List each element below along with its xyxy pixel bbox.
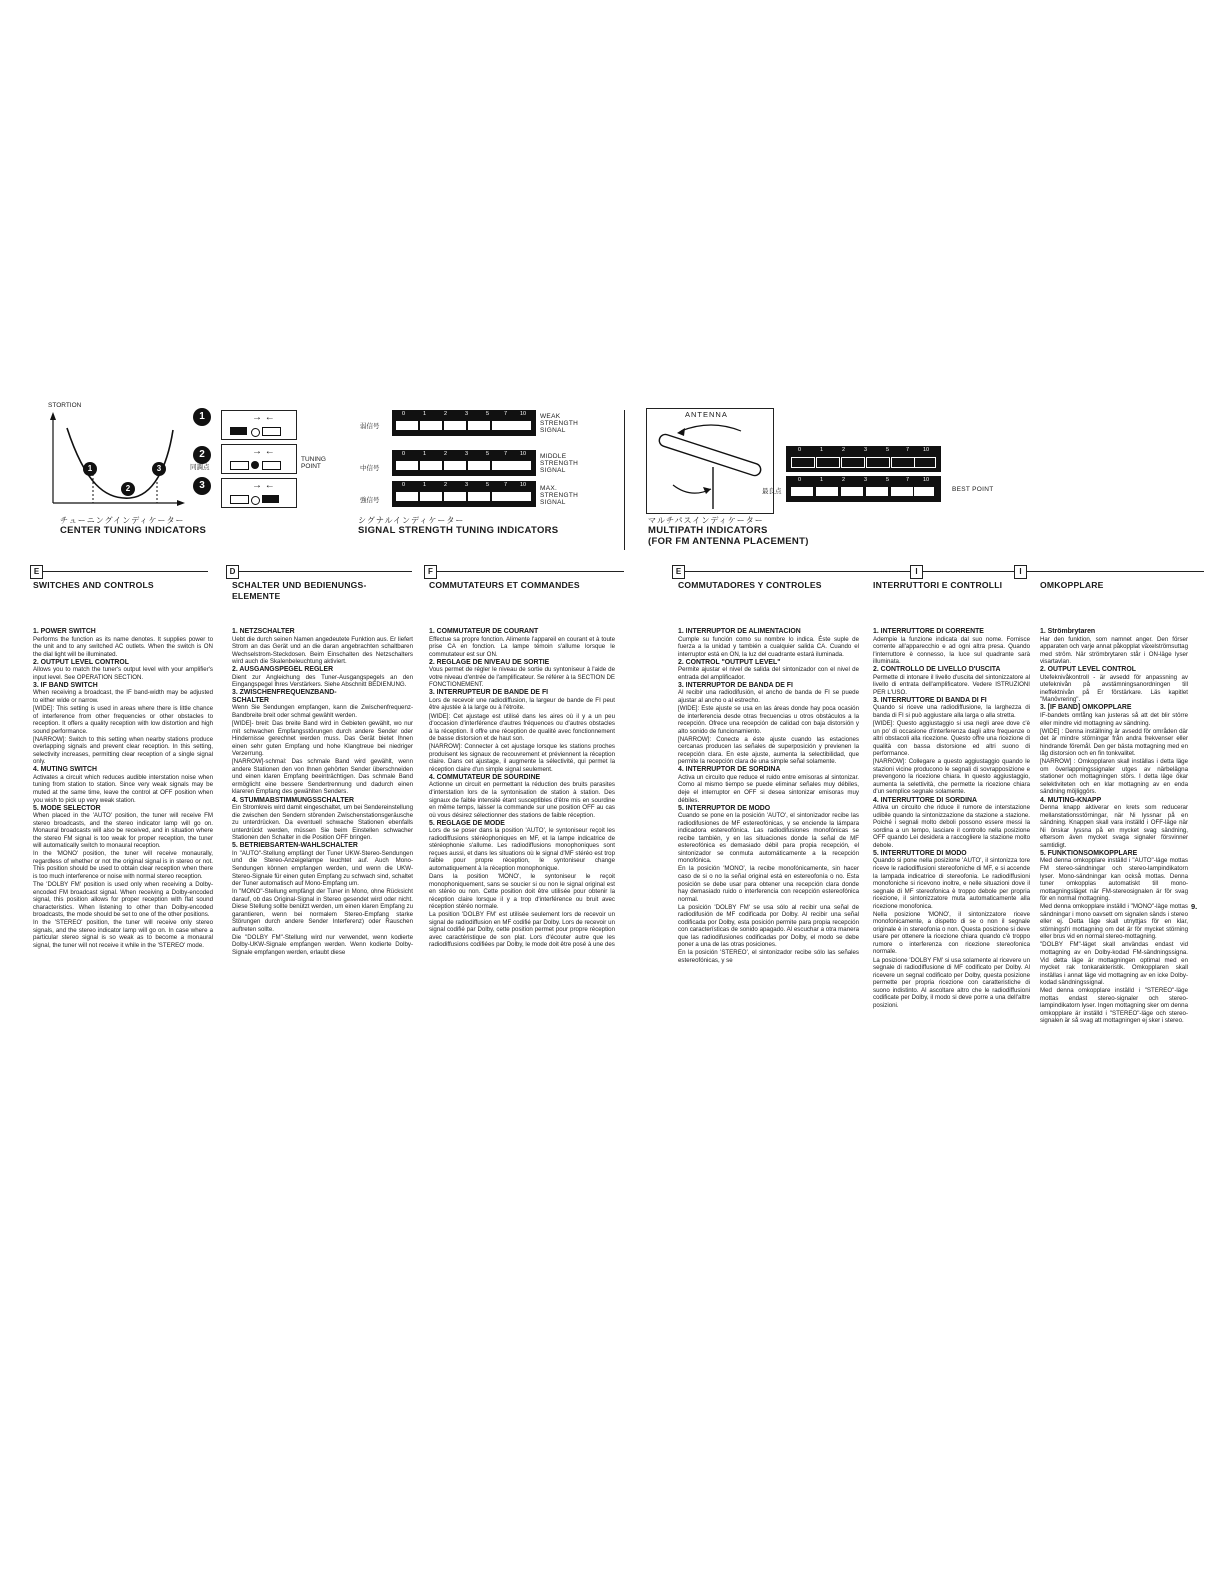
section-heading: 2. OUTPUT LEVEL CONTROL: [1040, 666, 1136, 674]
paragraph: Nella posizione 'MONO', il sintonizzatore riceve monofonicamente, a dispetto di se o non il segnale originale è in stereofonia o non. Questa posizione si deve usare per ottenere la ricezione chiara quando c'è troppo rumore o interferenza con ricezione stereofonica normale.: [873, 910, 1030, 956]
paragraph: [NARROW]: Conecte a éste ajuste cuando las estaciones cercanas producen las señales de superposición y previenen la recepción clara. En este ajuste, aumenta la selectibilidad, que permite la recepción clara de una simple señal solamente.: [678, 735, 859, 766]
indicator-box-3: → ←: [221, 478, 297, 508]
multipath-figure: [646, 408, 1206, 520]
paragraph: [WIDE]: Cet ajustage est utilisé dans les aires où il y a un peu d'occasion d'interférence d'autres fréquences ou d'autres obstacles à la réception. Il offre une réception de qualité avec fonctionnement de basse distorsion et de haut son.: [429, 712, 615, 743]
section-heading: 2. CONTROL "OUTPUT LEVEL": [678, 658, 781, 666]
center-tuning-caption-jp: チューニングインディケーター: [60, 516, 185, 525]
section-heading: 5. INTERRUTTORE DI MODO: [873, 849, 967, 857]
paragraph: La position 'DOLBY FM' est utilisée seulement lors de recevoir un signal de radiodiffusion en MF codifié par Dolby. Lors de recevoir un signal codifié par Dolby, cette position permet pour propre réception avec caractéristique de son plat. Lors d'écouter autre que les radiodiffusions codifiées par Dolby, le mode doit être posé à une des: [429, 911, 615, 949]
section-heading: 4. MUTING SWITCH: [33, 766, 97, 774]
indicator-box-2: → ←: [221, 444, 297, 474]
section-heading: 1. INTERRUTTORE DI CORRENTE: [873, 628, 984, 635]
column-es: [678, 628, 859, 965]
paragraph: Effectue sa propre fonction. Alimente l'appareil en courant et à toute prise CA en fonction. La lampe témoin s'allume lorsque le commutateur est sur ON.: [429, 635, 615, 658]
heading-en: SWITCHES AND CONTROLS: [33, 580, 154, 590]
paragraph: IF-bandets omfång kan justeras så att det blir större eller mindre vid mottagning av sändning.: [1040, 712, 1188, 727]
paragraph: Dans la position 'MONO', le syntoniseur le reçoit monophoniquement, sans se soucier si ou non le signal original est en stéréo ou non. Cette position doit être utilisée pour obtenir la réception claire lorsque il y a trop d'interférence ou bruit avec réception stéréo normale.: [429, 873, 615, 911]
paragraph: Performs the function as its name denotes. It supplies power to the unit and to any switched AC outlets. When the switch is ON the dial light will be illuminated.: [33, 635, 213, 658]
center-tuning-caption: CENTER TUNING INDICATORS: [60, 525, 207, 536]
paragraph: Attiva un circuito che riduce il rumore de interstazione udibile quando la sintonizzazione da stazione a stazione. Poiché i segnali molto deboli possono essere messi la sordina a un tempo, lasciare il controllo nella posizione OFF quando Lei desidera a raccogliere la stazione molto debole.: [873, 804, 1030, 849]
section-heading: 3. INTERRUPTEUR DE BANDE DE FI: [429, 689, 549, 697]
paragraph: Al recibir una radiodifusión, el ancho de banda de FI se puede ajustar al ancho o al estrecho.: [678, 689, 859, 704]
best-point-jp: 最良点: [762, 488, 782, 495]
paragraph: Vous permet de régler le niveau de sortie du syntoniseur à l'aide de votre niveau d'entrée de l'amplificateur. Se référer à la SECTION DE FONCTIONEMENT.: [429, 666, 615, 689]
lang-rule-fr: [424, 565, 624, 579]
section-heading: 2. CONTROLLO DE LIVELLO D'USCITA: [873, 666, 1001, 674]
paragraph: [NARROW]: Collegare a questo aggiustaggio quando le stazioni vicine producono le segnali di sovrapposizione e prevengono la ricezione chiara. In questo aggiustaggio, aumenta la selettività, che permette la ricezione chiara d'un semplice segnale solamente.: [873, 758, 1030, 796]
lang-box-en: E: [30, 565, 43, 579]
column-sv: [1040, 628, 1188, 1025]
antenna-box: [646, 408, 774, 514]
paragraph: Quando si pone nella posizione 'AUTO', il sintonizza tore riceve le radiodiffusioni stereofoniche di MF, e si accende la lampada indicatrice di stereofonia. Le radiodiffusioni monofoniche si ricevono inoltre, e nelle situazioni dove il segnale di MF stereofonica è troppo debole per propria ricezione, il sintonizzatore muta automaticamente alla ricezione monofonica.: [873, 857, 1030, 910]
section-heading: 3. INTERRUPTOR DE BANDA DE FI: [678, 681, 793, 689]
section-heading: 5. FUNKTIONSOMKOPPLARE: [1040, 849, 1138, 857]
section-heading: 1. NETZSCHALTER: [232, 628, 295, 635]
lang-rule-it: [910, 565, 1014, 579]
heading-es: COMMUTADORES Y CONTROLES: [678, 580, 822, 590]
tuning-point-jp: 同調点: [190, 464, 210, 471]
lang-rule-en: [30, 565, 208, 579]
lang-rule-es: [672, 565, 910, 579]
paragraph: [WIDE] : Denna inställning är avsedd för områden där det är mindre störningar från andra frekvenser eller hindrande föremål. Den ger bästa mottagning med en låg distorsion och en fin tonkvalitet.: [1040, 727, 1188, 758]
section-heading: 4. COMMUTATEUR DE SOURDINE: [429, 773, 541, 781]
section-heading: 2. OUTPUT LEVEL CONTROL: [33, 658, 129, 666]
paragraph: Ein Stromkreis wird damit eingeschaltet, um bei Sendereinstellung die zwischen den Sendern störenden Zwischenstationsgeräusche zu unterdrücken. Da eventuell schwache Stationen ebenfalls unterdrückt werden, müssen Sie beim Einstellen schwacher Stationen den Schalter in die Position OFF bringen.: [232, 804, 413, 842]
paragraph: Denna knapp aktiverar en krets som reducerar mellanstationsstörningar, när Ni lyssnar på en sändning. Knappen skall vara inställd i OFF-läge när Ni önskar lyssna på en mycket svag sändning, eftersom även mycket svaga signaler försvinner samtidigt.: [1040, 804, 1188, 849]
paragraph: Die "DOLBY FM"-Stellung wird nur verwendet, wenn kodierte Dolby-UKW-Signale empfangen werden. Wenn kodierte Dolby-Signale empfangen werden, erlaubt diese: [232, 933, 413, 956]
paragraph: Lors de recevoir une radiodiffusion, la largeur de bande de FI peut être ajustée à la large ou à l'étroite.: [429, 696, 615, 712]
row-2-jp: 中信号: [360, 465, 380, 472]
paragraph: Med denna omkopplare inställd i "STEREO"-läge mottas endast stereo-signaler och stereo-lampindikatorn lyser. Ingen mottagning sker om denna omkopplare är inställd i "STEREO"-läge och stereo-signalen är så svag att mottagningen ej sker i stereo.: [1040, 987, 1188, 1025]
signal-meter-max: 0 1 2 3 5 7 10: [392, 481, 536, 507]
row-1-jp: 弱信号: [360, 423, 380, 430]
tuning-point-label: TUNING POINT: [301, 456, 326, 470]
section-heading: 2. REGLAGE DE NIVEAU DE SORTIE: [429, 658, 550, 666]
column-fr: [429, 628, 615, 949]
paragraph: [NARROW]: Connecter à cet ajustage lorsque les stations proches produisent les signaux de recouvrement et préviennent la réception claire. Dans cet ajustage, il augmente la sélectivité, qui permet la réception claire d'un simple signal seulement.: [429, 743, 615, 773]
paragraph: In "MONO"-Stellung empfängt der Tuner in Mono, ohne Rücksicht darauf, ob das Original-Signal in Stereo gesendet wird oder nicht. Diese Stellung sollte benützt werden, um einen klaren Empfang zu garantieren, wenn bei normalem Stereo-Empfang starke Störungen durch andere Sender Interferenz) oder Rauschen auftreten sollte.: [232, 888, 413, 933]
paragraph: Allows you to match the tuner's output level with your amplifier's input level. See OPERATION SECTION.: [33, 666, 213, 681]
paragraph: In "AUTO"-Stellung empfängt der Tuner UKW-Stereo-Sendungen und die Stereo-Anzeigelampe leuchtet auf. Auch Mono-Sendungen können empfangen werden, und wenn die UKW-Stereo-Signale für einen guten Empfang zu schwach sind, schaltet der Tuner automatisch auf Mono-Empfang um.: [232, 849, 413, 888]
middle-strength-label: MIDDLE STRENGTH SIGNAL: [540, 453, 579, 474]
multipath-caption-jp: マルチパスインディケーター: [648, 516, 764, 525]
paragraph: Dient zur Angleichung des Tuner-Ausgangspegels an den Eingangspegel Ihres Verstärkers. Siehe Abschnitt BEDIENUNG.: [232, 673, 413, 689]
paragraph: Har den funktion, som namnet anger. Den förser apparaten och varje annat påkopplat växelströmsuttag med ström. När strömbrytaren står i ON-läge lyser visartavlan.: [1040, 635, 1188, 666]
row-3-jp: 強信号: [360, 497, 380, 504]
signal-meter-middle: 0 1 2 3 5 7 10: [392, 450, 536, 476]
paragraph: [WIDE]: Este ajuste se usa en las áreas donde hay poca ocasión de interferencia desde otras frecuencias u otros obstáculos a la recepción. Ofrece una recepción de calidad con baja distorsión y alto sonido de funcionamiento.: [678, 704, 859, 735]
heading-sv: OMKOPPLARE: [1040, 580, 1104, 590]
indicator-marker-1: 1: [193, 408, 211, 426]
lang-box-de: D: [226, 565, 239, 579]
paragraph: En la posición 'MONO', la recibe monofónicamente, sin hacer caso de si o no la señal original está en estereofonía o no. Esta posición se debe usar para obtener una recepción clara donde hay demasiado ruido o interferencia con recepción estereofónica normal.: [678, 865, 859, 903]
weak-strength-label: WEAK STRENGTH SIGNAL: [540, 413, 579, 434]
signal-meter-weak: 0 1 2 3 5 7 10: [392, 410, 536, 436]
section-heading: 2. AUSGANGSPEGEL REGLER: [232, 666, 334, 674]
signal-strength-figure: [360, 405, 610, 515]
section-heading: 4. INTERRUTTORE DI SORDINA: [873, 796, 978, 804]
curve-marker-2: 2: [121, 482, 135, 496]
multipath-meter-1: 0 1 2 3 5 7 10: [786, 446, 941, 472]
paragraph: Med denna omkopplare inställd i "MONO"-läge mottas sändningar i mono oavsett om signalen sänds i stereo eller ej. Detta läge skall utnyttjas för en klar, störningsfri mottagning om det är för mycket störning eller brus vid en normal stereo-mottagning.: [1040, 903, 1188, 941]
paragraph: Actionne un circuit en permettant la réduction des bruits parasites d'interstation lors de la syntonisation de station à station. Des signaux de faible intensité étant susceptibles d'être mis en sourdine en même temps, laisser la commande sur une position OFF au cas où vous désirez sélectionner des stations de faible réception.: [429, 781, 615, 819]
figure-divider: [624, 410, 625, 550]
paragraph: En la posición 'STEREO', el sintonizador recibe sólo las señales estereofónicas, y se: [678, 949, 859, 965]
paragraph: [NARROW] : Omkopplaren skall inställas i detta läge om överlappningssignaler utges av närbelägna stationer och mottagningen störs. I detta läge ökar selektiviteten och en klar mottagning av en enda sändning möjliggörs.: [1040, 758, 1188, 796]
paragraph: The 'DOLBY FM' position is used only when receiving a Dolby-encoded FM broadcast signal. When receiving a Dolby-encoded signal, this position allows for proper reception with flat sound characteristics. When listening to other than Dolby-encoded broadcasts, the mode should be set to one of the other positions.: [33, 881, 213, 919]
paragraph: Cuando se pone en la posición 'AUTO', el sintonizador recibe las radiodifusiones de MF estereofónicas, y se enciende la lámpara indicadora estereofónica. Las radiodifusiones monofónicas se recibe también, y en las situaciones donde la señal de MF estereofónica es demasiado débil para propia recepción, el sintonizador se conmuta automáticamente a la recepción monofónica.: [678, 812, 859, 865]
curve-marker-1: 1: [83, 462, 97, 476]
paragraph: [WIDE]: Questo aggiustaggio si usa negli aree dove c'è un po' di occasione d'interferenza dagli altre frequenze o altri obstacoli alla ricezione. Questo offre una ricezione di qualità con bassa distorsione ed altri suono di performance.: [873, 720, 1030, 758]
axis-label: STORTION: [48, 402, 82, 409]
paragraph: [NARROW]-schmal: Das schmale Band wird gewählt, wenn andere Stationen den von Ihnen gehörten Sender überschneiden und einen klaren Empfang beeinträchtigen. Das schmale Band ermöglicht eine bessere Sendertrennung und dadurch einen klareren Empfang des gewählten Senders.: [232, 758, 413, 796]
lang-rule-sv: [1014, 565, 1204, 579]
section-heading: 4. STUMMABSTIMMUNGSSCHALTER: [232, 796, 354, 804]
indicator-marker-3: 3: [193, 477, 211, 495]
indicator-box-1: → ←: [221, 410, 297, 440]
antenna-label: ANTENNA: [685, 410, 728, 419]
multipath-caption-2: (FOR FM ANTENNA PLACEMENT): [648, 536, 809, 547]
heading-fr: COMMUTATEURS ET COMMANDES: [429, 580, 580, 590]
lang-box-es: E: [672, 565, 685, 579]
paragraph: Activa un circuito que reduce el ruido entre emisoras al sintonizar. Como al mismo tiempo se puede eliminar señales muy débiles, deje el interruptor en OFF si desea sintonizar emisoras muy débiles.: [678, 773, 859, 804]
best-point-label: BEST POINT: [952, 486, 994, 493]
paragraph: When receiving a broadcast, the IF band-width may be adjusted to either wide or narrow.: [33, 689, 213, 704]
paragraph: Wenn Sie Sendungen empfangen, kann die Zwischenfrequenz-Bandbreite breit oder schmal gewählt werden.: [232, 704, 413, 720]
lang-box-fr: F: [424, 565, 437, 579]
paragraph: Permette di intonare il livello d'uscita del sintonizzatore al livello di entrata dell'amplificatore. Vedere ISTRUZIONI PER L'USO.: [873, 673, 1030, 696]
paragraph: Uebt die durch seinen Namen angedeutete Funktion aus. Er liefert Strom an das Gerät und an die daran angebrachten schaltbaren Wechselstrom-Steckdosen. Beim Einschalten des Netzschalters wird auch die Skalenbeleuchtung aktiviert.: [232, 635, 413, 666]
heading-it: INTERRUTTORI E CONTROLLI: [873, 580, 1003, 590]
multipath-caption-1: MULTIPATH INDICATORS: [648, 525, 768, 536]
column-en: [33, 628, 213, 950]
paragraph: In the 'STEREO' position, the tuner will receive only stereo signals, and the stereo indicator lamp will go on. In case where a particular stereo signal is so weak as to become a monaural signal, the tuner will not receive it while in the 'STEREO' mode.: [33, 919, 213, 949]
paragraph: When placed in the 'AUTO' position, the tuner will receive FM stereo broadcasts, and the stereo indicator lamp will go on. Monaural broadcasts will also be received, and in situation where the stereo FM signal is too weak for proper reception, the tuner will automatically switch to monaural reception.: [33, 812, 213, 850]
lang-box-it: I: [910, 565, 923, 579]
section-heading: 3. [IF BAND] OMKOPPLARE: [1040, 704, 1132, 712]
paragraph: La posizione 'DOLBY FM' si usa solamente al ricevere un segnale di radiodiffusione di MF codificato per Dolby. Al ricevere un segnal codificato per Dolby, questa posizione permette per propria ricezione con caratteristiche di suono indistinto. Al ascoltare altro che le radiodiffusioni codificate per Dolby, il modo si deve porre a una dell'altre posizioni.: [873, 956, 1030, 1009]
section-heading: 5. BETRIEBSARTEN-WAHLSCHALTER: [232, 842, 358, 850]
signal-caption-jp: シグナルインディケーター: [358, 516, 465, 525]
multipath-meter-2: 0 1 2 3 5 7 10: [786, 476, 941, 502]
paragraph: Lors de se poser dans la position 'AUTO', le syntoniseur reçoit les radiodiffusions stéréophoniques en MF, et la lampe indicatrice de stéréophonie s'allume. Les radiodiffusions monophoniques sont reçues aussi, et dans les situations où le signal d'MF stéréo est trop faible pour propre réception, le syntoniseur change automatiquement à la réception monophonique.: [429, 827, 615, 872]
paragraph: Activates a circuit which reduces audible interstation noise when tuning from station to station. Since very weak signals may be muted at the same time, leave the control at OFF position when you wish to pick up very weak station.: [33, 773, 213, 804]
paragraph: [WIDE]- breit: Das breite Band wird in Gebieten gewählt, wo nur mit schwachen Empfangsstörungen durch andere Sender oder Hindernisse gerechnet werden muss. Das Gerät bietet Ihnen einen sehr guten Empfang und hohe Klangtreue bei niedriger Verzerrung.: [232, 720, 413, 758]
section-heading: 3. ZWISCHENFREQUENZBAND- SCHALTER: [232, 689, 337, 704]
paragraph: Permite ajustar el nivel de salida del sintonizador con el nivel de entrada del amplificador.: [678, 666, 859, 681]
indicator-marker-2: 2: [193, 446, 211, 464]
section-heading: 4. INTERRUPTOR DE SORDINA: [678, 766, 781, 774]
section-heading: 1. Strömbrytaren: [1040, 628, 1096, 635]
paragraph: Med denna omkopplare inställd i "AUTO"-läge mottas FM stereo-sändningar och stereo-lampindikatorn lyser. Mono-sändningar kan också mottas. Denna tuner omkopplas automatiskt till mono-mottagningsläget när FM-stereosignalen är för svag för en normal mottagning.: [1040, 857, 1188, 903]
column-de: [232, 628, 413, 957]
column-it: [873, 628, 1030, 1010]
paragraph: In the 'MONO' position, the tuner will receive monaurally, regardless of whether or not the original signal is in stereo or not. This position should be used to obtain clear reception when there is too much interference or noise with normal stereo reception.: [33, 850, 213, 880]
lang-box-sv: I: [1014, 565, 1027, 579]
heading-de: SCHALTER UND BEDIENUNGS- ELEMENTE: [232, 580, 367, 601]
paragraph: [WIDE]: This setting is used in areas where there is little chance of interference from other frequencies or other obstacles to reception. It offers a quality reception with low distortion and high sound performance.: [33, 704, 213, 735]
section-heading: 1. INTERRUPTOR DE ALIMENTACION: [678, 628, 801, 635]
signal-caption: SIGNAL STRENGTH TUNING INDICATORS: [358, 525, 559, 536]
section-heading: 5. REGLAGE DE MODE: [429, 819, 505, 827]
max-strength-label: MAX. STRENGTH SIGNAL: [540, 485, 579, 506]
page-number: 9.: [1191, 902, 1198, 911]
section-heading: 5. INTERRUPTOR DE MODO: [678, 804, 771, 812]
lang-rule-de: [226, 565, 412, 579]
curve-marker-3: 3: [152, 462, 166, 476]
antenna-icon: [651, 419, 769, 511]
section-heading: 3. IF BAND SWITCH: [33, 681, 98, 689]
section-heading: 1. COMMUTATEUR DE COURANT: [429, 628, 539, 635]
section-heading: 1. POWER SWITCH: [33, 628, 96, 635]
paragraph: Utefeknivåkontroll - är avsedd för anpassning av utefeknivån på avstämningsanordningen till ineffektnivån på Er förstärkare. Läs kapitlet "Manövrering".: [1040, 673, 1188, 704]
paragraph: Adempie la funzione indicata dal suo nome. Fornisce corrente all'apparecchio e ad ogni altra presa. Quando l'interruttore è connesso, la luce sul quadrante sarà illuminata.: [873, 635, 1030, 666]
paragraph: Cumple su función como su nombre lo indica. Éste suple de fuerza a la unidad y también a cualquier salida CA. Cuando el interruptor está en ON, la luz del cuadrante estará iluminada.: [678, 635, 859, 658]
paragraph: "DOLBY FM"-läget skall användas endast vid mottagning av en Dolby-kodad FM-sändningssigna. Vid detta läge är mottagningen optimal med en mycket rak tonkarakteristik. Omkopplaren skall inställas i annat läge vid mottagning av en icke Dolby-kodad sändningssignal.: [1040, 941, 1188, 987]
paragraph: [NARROW]: Switch to this setting when nearby stations produce overlapping signals and prevent clear reception. In this setting, selectivity increases, permitting clear reception of a single signal only.: [33, 735, 213, 766]
paragraph: Quando si riceve una radiodiffusione, la larghezza di banda di FI si può aggiustare alla larga o alla stretta.: [873, 704, 1030, 720]
section-heading: 3. INTERRUTTORE DI BANDA DI FI: [873, 696, 987, 704]
section-heading: 4. MUTING-KNAPP: [1040, 796, 1102, 804]
section-heading: 5. MODE SELECTOR: [33, 804, 101, 812]
paragraph: La posición 'DOLBY FM' se usa sólo al recibir una señal de radiodifusión de MF codificada por Dolby. Al recibir una señal codificada por Dolby, esta posición permite para propia recepción con características de sonido apagado. Al escuchar a otra manera que las radiodifusiones codificadas por Dolby, el modo se debe poner a una de las otras posiciones.: [678, 903, 859, 949]
